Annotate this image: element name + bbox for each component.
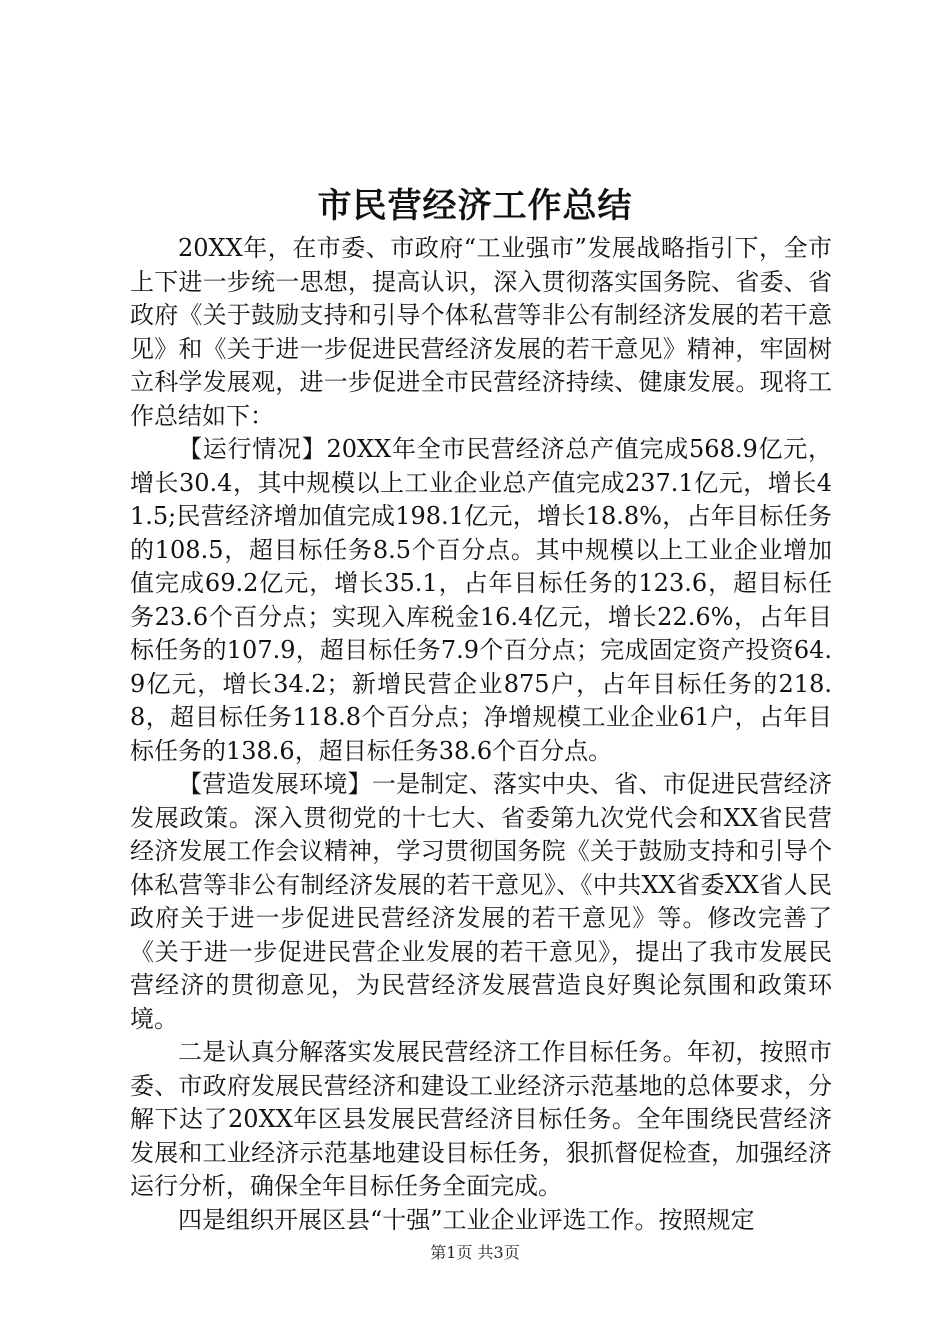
document-body xyxy=(130,232,832,1237)
paragraph-intro: 20XX年，在市委、市政府“工业强市”发展战略指引下，全市上下进一步统一思想，提高认识，深入贯彻落实国务院、省委、省政府《关于鼓励支持和引导个体私营等非公有制经济发展的若干意见》和《关于进一步促进民营经济发展的若干意见》精神，牢固树立科学发展观，进一步促进全市民营经济持续、健康发展。现将工作总结如下： xyxy=(130,234,832,430)
page-footer: 第1页 共3页 xyxy=(430,1243,520,1262)
document-title: 市民营经济工作总结 xyxy=(317,186,633,226)
paragraph-targets: 二是认真分解落实发展民营经济工作目标任务。年初，按照市委、市政府发展民营经济和建设工业经济示范基地的总体要求，分解下达了20XX年区县发展民营经济目标任务。全年围绕民营经济发展和工业经济示范基地建设目标任务，狠抓督促检查，加强经济运行分析，确保全年目标任务全面完成。 xyxy=(130,1038,832,1200)
paragraph-environment: 【营造发展环境】一是制定、落实中央、省、市促进民营经济发展政策。深入贯彻党的十七大、省委第九次党代会和XX省民营经济发展工作会议精神，学习贯彻国务院《关于鼓励支持和引导个体私营等非公有制经济发展的若干意见》、《中共XX省委XX省人民政府关于进一步促进民营经济发展的若干意见》等。修改完善了《关于进一步促进民营企业发展的若干意见》，提出了我市发展民营经济的贯彻意见，为民营经济发展营造良好舆论氛围和政策环境。 xyxy=(130,770,832,1033)
paragraph-top-ten: 四是组织开展区县“十强”工业企业评选工作。按照规定 xyxy=(178,1205,755,1234)
paragraph-operation-status: 【运行情况】20XX年全市民营经济总产值完成568.9亿元，增长30.4，其中规模以上工业企业总产值完成237.1亿元，增长41.5;民营经济增加值完成198.1亿元，增长18.8%，占年目标任务的108.5，超目标任务8.5个百分点。其中规模以上工业企业增加值完成69.2亿元，增长35.1，占年目标任务的123.6，超目标任务23.6个百分点；实现入库税金16.4亿元，增长22.6%，占年目标任务的107.9，超目标任务7.9个百分点；完成固定资产投资64.9亿元，增长34.2；新增民营企业875户，占年目标任务的218.8，超目标任务118.8个百分点；净增规模工业企业61户，占年目标任务的138.6，超目标任务38.6个百分点。 xyxy=(130,435,832,765)
